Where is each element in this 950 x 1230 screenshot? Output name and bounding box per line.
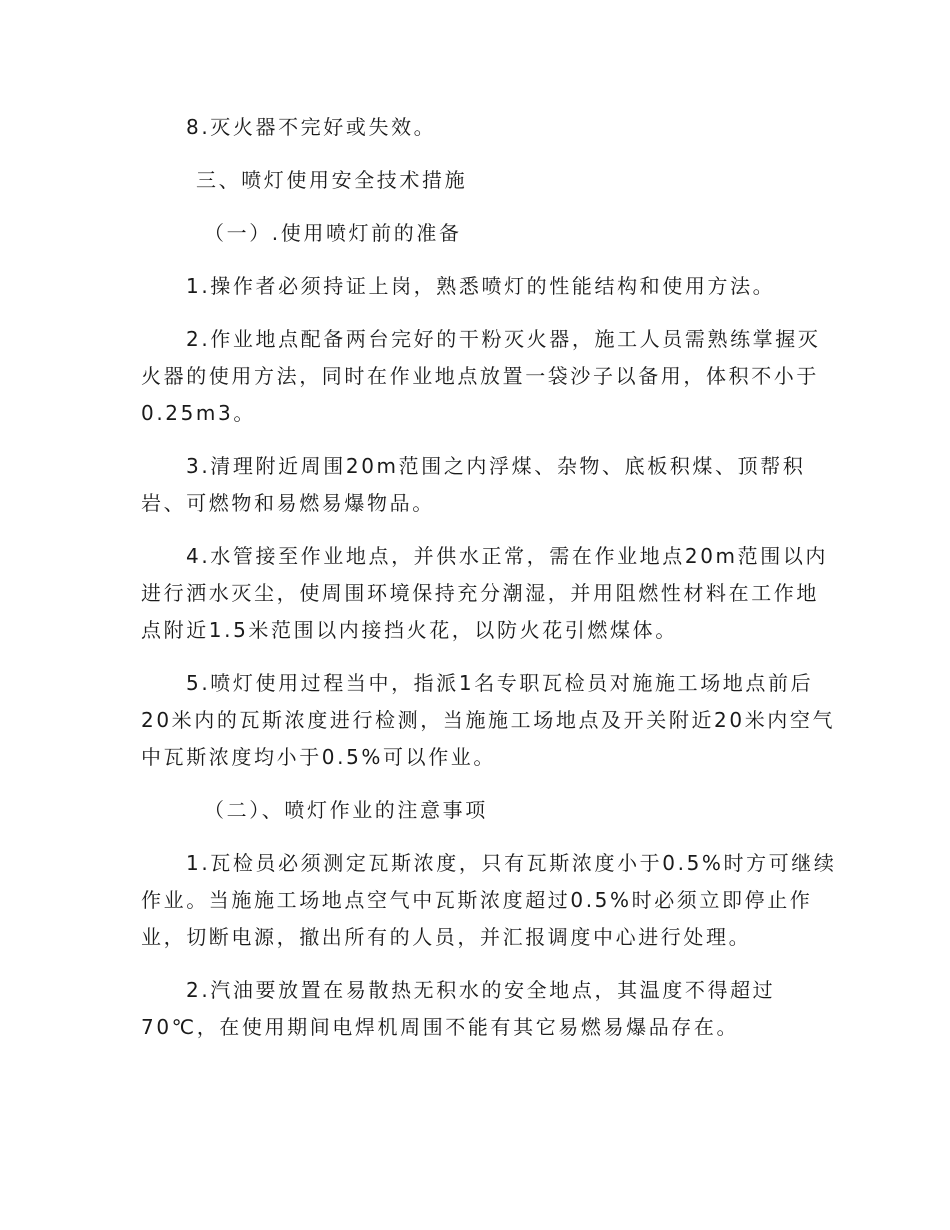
paragraph-2-line-2: 火器的使用方法，同时在作业地点放置一袋沙子以备用，体积不小于 (141, 364, 819, 388)
paragraph-4-line-1: 4.水管接至作业地点，并供水正常，需在作业地点20m范围以内 (186, 544, 829, 568)
paragraph-6-line-2: 作业。当施施工场地点空气中瓦斯浓度超过0.5%时必须立即停止作 (141, 888, 813, 912)
paragraph-7-line-1: 2.汽油要放置在易散热无积水的安全地点，其温度不得超过 (186, 978, 776, 1002)
paragraph-6-line-1: 1.瓦检员必须测定瓦斯浓度，只有瓦斯浓度小于0.5%时方可继续 (186, 851, 837, 875)
paragraph-1: 1.操作者必须持证上岗，熟悉喷灯的性能结构和使用方法。 (186, 274, 776, 298)
paragraph-2-line-1: 2.作业地点配备两台完好的干粉灭火器，施工人员需熟练掌握灭 (186, 327, 821, 351)
paragraph-7-line-2: 70℃，在使用期间电焊机周围不能有其它易燃易爆品存在。 (141, 1015, 740, 1039)
subsection-heading-2: （二）、喷灯作业的注意事项 (204, 798, 488, 822)
paragraph-2-line-3: 0.25m3。 (141, 401, 256, 425)
paragraph-3-line-1: 3.清理附近周围20m范围之内浮煤、杂物、底板积煤、顶帮积 (186, 454, 806, 478)
section-heading-3: 三、喷灯使用安全技术措施 (196, 168, 468, 192)
paragraph-5-line-2: 20米内的瓦斯浓度进行检测，当施施工场地点及开关附近20米内空气 (141, 708, 836, 732)
paragraph-6-line-3: 业，切断电源，撤出所有的人员，并汇报调度中心进行处理。 (141, 925, 752, 949)
list-item-8: 8.灭火器不完好或失效。 (186, 115, 437, 139)
paragraph-5-line-3: 中瓦斯浓度均小于0.5%可以作业。 (141, 745, 497, 769)
paragraph-3-line-2: 岩、可燃物和易燃易爆物品。 (141, 491, 435, 515)
paragraph-4-line-3: 点附近1.5米范围以内接挡火花，以防火花引燃煤体。 (141, 618, 678, 642)
subsection-heading-1: （一）.使用喷灯前的准备 (204, 221, 462, 245)
paragraph-5-line-1: 5.喷灯使用过程当中，指派1名专职瓦检员对施施工场地点前后 (186, 671, 814, 695)
paragraph-4-line-2: 进行洒水灭尘，使周围环境保持充分潮湿，并用阻燃性材料在工作地 (141, 581, 819, 605)
